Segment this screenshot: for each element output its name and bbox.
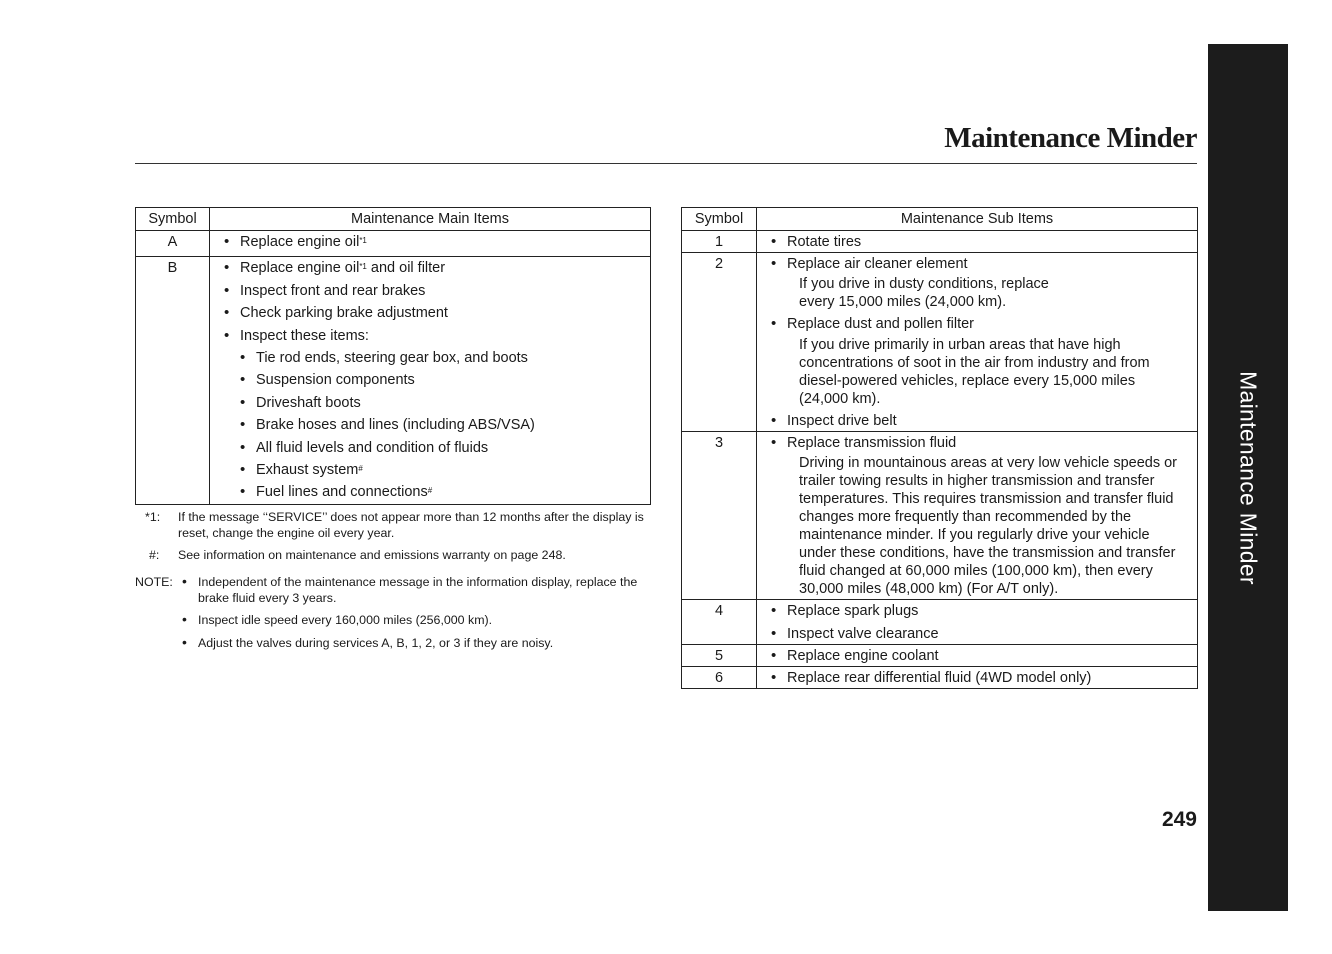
table-row [682,666,1198,688]
table-row [136,257,651,505]
table-row [682,644,1198,666]
sub-list-item: • All fluid levels and condition of fluids [210,439,650,457]
list-item: • Replace engine oil$^{*1}$ [210,233,650,251]
page-number: 249 [1161,808,1197,831]
bullet-icon: • [182,634,187,650]
sub-list-item: • Suspension components [210,371,650,389]
symbol-cell: 5 [682,644,757,666]
page-title: Maintenance Minder [944,122,1197,154]
items-cell [210,231,651,257]
list-item: • Inspect these items: [210,327,650,345]
bullet-icon: • [182,573,187,589]
sub-list-item: • Brake hoses and lines (including ABS/VSA) [210,416,650,434]
item-note: Driving in mountainous areas at very low vehicle speeds or trailer towing results in higher transmission and transfer temperatures. This requires transmission and transfer fluid changes more frequently than recommended by the maintenance minder. If you regularly drive your vehicle under these conditions, have the transmission and transfer fluid changed at 60,000 miles (100,000 km), then every 30,000 miles (48,000 km) (For A/T only). [799,455,1177,598]
items-cell [210,257,651,505]
items-cell [757,600,1198,644]
footnote-marker: # [427,486,433,496]
footnote-text: If the message ‘‘SERVICE’’ does not appear more than 12 months after the display is reset, change the engine oil every year. [178,510,644,540]
note-item: Inspect idle speed every 160,000 miles (256,000 km). [198,613,493,627]
list-item: • Replace engine oil$^{*1}$ and oil filter [210,259,650,277]
symbol-cell: 1 [682,231,757,253]
table-row [682,253,1198,432]
footnote-mark: #: [149,548,160,562]
table-row [136,231,651,257]
list-item: • Replace spark plugs [757,602,1197,620]
column-header-sub-items: Maintenance Sub Items [757,208,1198,231]
symbol-cell: 4 [682,600,757,644]
list-item: • Rotate tires [757,233,1197,251]
footnote-text: See information on maintenance and emissions warranty on page 248. [178,548,566,562]
footnote-mark: *1: [145,510,161,524]
sub-list-item: • Driveshaft boots [210,394,650,412]
note-block [135,574,640,654]
items-cell [757,431,1198,599]
column-header-main-items: Maintenance Main Items [210,208,651,231]
list-item: • Inspect drive belt [757,412,1197,430]
symbol-cell: 3 [682,431,757,599]
bullet-icon: • [182,611,187,627]
table-header-row [136,208,651,231]
list-item: • Replace rear differential fluid (4WD model only) [757,669,1197,687]
table-header-row [682,208,1198,231]
footnote-2 [140,547,645,565]
title-divider [135,163,1197,164]
list-item: • Check parking brake adjustment [210,304,650,322]
note-item: Adjust the valves during services A, B, 1, 2, or 3 if they are noisy. [198,636,554,650]
symbol-cell: B [136,257,210,505]
footnote-marker: # [358,463,363,473]
items-cell [757,231,1198,253]
sub-items-table [681,207,1198,689]
item-note: If you drive in dusty conditions, replace every 15,000 miles (24,000 km). [799,276,1049,311]
footnote-marker: *1 [359,236,367,245]
main-items-table [135,207,651,505]
note-item: Independent of the maintenance message in the information display, replace the brake fluid every 3 years. [198,575,638,605]
section-tab [1208,44,1288,911]
symbol-cell: 6 [682,666,757,688]
sub-list-item: • Fuel lines and connections# [210,483,650,501]
column-header-symbol: Symbol [136,208,210,231]
symbol-cell: 2 [682,253,757,432]
footnote-marker: *1 [359,262,367,272]
list-item: • Replace dust and pollen filter [757,315,1197,333]
list-item: • Inspect front and rear brakes [210,282,650,300]
table-row [682,431,1198,599]
section-tab-label: Maintenance Minder [1235,370,1262,585]
items-cell [757,253,1198,432]
list-item: • Replace engine coolant [757,647,1197,665]
list-item: • Replace air cleaner element [757,255,1197,273]
list-item: • Replace transmission fluid [757,434,1197,452]
symbol-cell: A [136,231,210,257]
items-cell [757,666,1198,688]
footnote-1 [140,509,645,543]
note-label: NOTE: [135,575,173,589]
item-note: If you drive primarily in urban areas that have high concentrations of soot in the air from industry and from diesel-powered vehicles, replace every 15,000 miles (24,000 km). [799,336,1150,407]
sub-list-item: • Exhaust system# [210,461,650,479]
table-row [682,231,1198,253]
column-header-symbol: Symbol [682,208,757,231]
items-cell [757,644,1198,666]
sub-list-item: • Tie rod ends, steering gear box, and boots [210,349,650,367]
table-row [682,600,1198,644]
list-item: • Inspect valve clearance [757,625,1197,643]
